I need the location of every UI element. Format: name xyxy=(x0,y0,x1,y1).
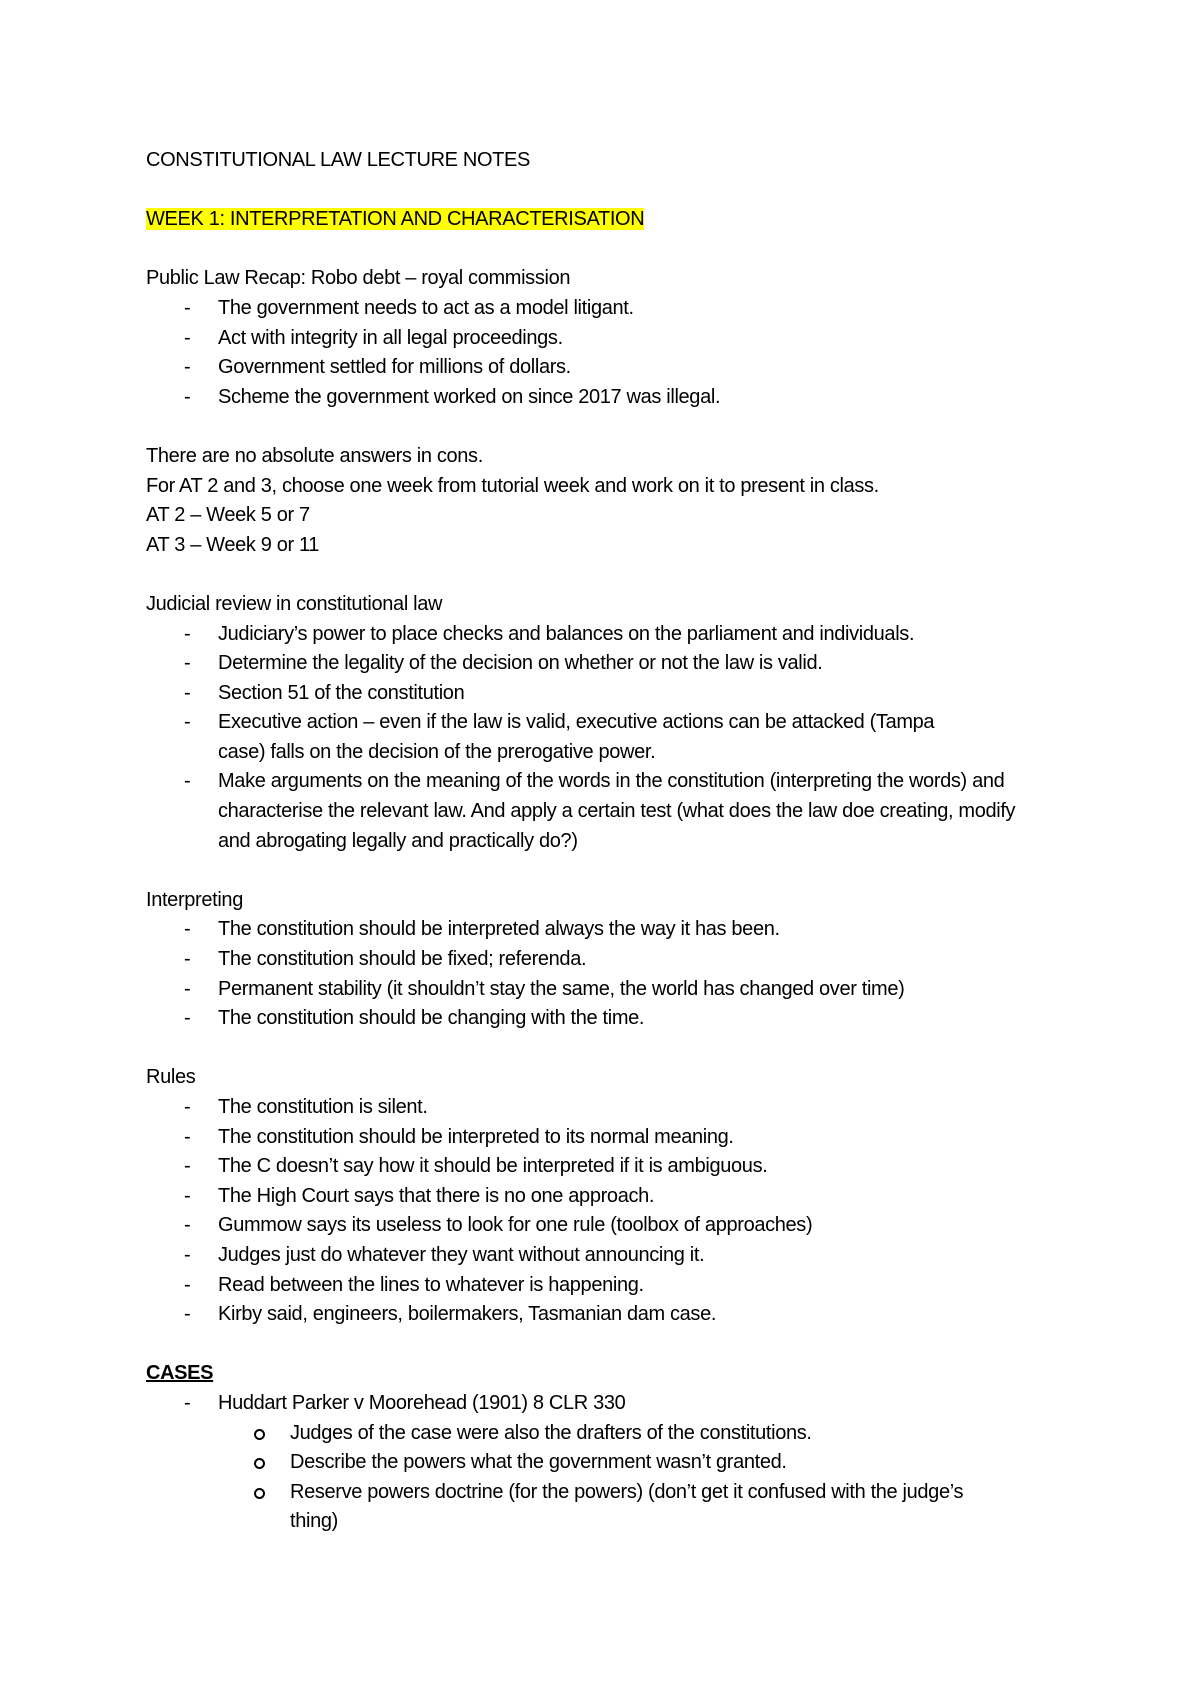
list-item-text: Scheme the government worked on since 2017 was illegal. xyxy=(218,385,721,408)
circle-bullet-icon xyxy=(254,1429,265,1440)
dash-bullet: - xyxy=(184,1125,191,1148)
list-item-text: The constitution should be changing with the time. xyxy=(218,1007,645,1030)
spacer xyxy=(146,1330,1106,1360)
dash-bullet: - xyxy=(184,1273,191,1296)
dash-bullet: - xyxy=(184,770,191,793)
list-item xyxy=(146,649,1106,679)
dash-bullet: - xyxy=(184,385,191,408)
dash-bullet: - xyxy=(184,1007,191,1030)
dash-bullet: - xyxy=(184,948,191,971)
dash-bullet: - xyxy=(184,1243,191,1266)
list-item xyxy=(146,1241,1106,1271)
week-heading-text: WEEK 1: INTERPRETATION AND CHARACTERISATION xyxy=(146,208,645,231)
recap-list xyxy=(146,294,1106,412)
list-item-text: Judges just do whatever they want without announcing it. xyxy=(218,1243,705,1266)
list-item xyxy=(146,1271,1106,1301)
list-item-text: The constitution should be interpreted always the way it has been. xyxy=(218,918,780,941)
list-item-text: The government needs to act as a model litigant. xyxy=(218,296,634,319)
list-item-text: Gummow says its useless to look for one rule (toolbox of approaches) xyxy=(218,1214,813,1237)
list-item xyxy=(146,1093,1106,1123)
dash-bullet: - xyxy=(184,918,191,941)
list-item-text: The constitution is silent. xyxy=(218,1096,428,1118)
rules-heading: Rules xyxy=(146,1066,196,1089)
spacer xyxy=(146,412,1106,442)
list-item xyxy=(146,1152,1106,1182)
list-item xyxy=(146,294,1106,324)
interpreting-list xyxy=(146,915,1106,1033)
list-item xyxy=(146,1211,1106,1241)
cases-heading: CASES xyxy=(146,1362,214,1385)
judicial-list xyxy=(146,620,1106,857)
dash-bullet: - xyxy=(184,1214,191,1237)
circle-bullet-icon xyxy=(254,1458,265,1469)
dash-bullet: - xyxy=(184,326,191,349)
list-item xyxy=(146,353,1106,383)
list-item xyxy=(146,1004,1106,1034)
case-points xyxy=(218,1419,1106,1537)
list-item-text: The constitution should be interpreted to its normal meaning. xyxy=(218,1125,734,1148)
list-item-text: The constitution should be fixed; referenda. xyxy=(218,948,587,971)
case-name: Huddart Parker v Moorehead (1901) 8 CLR 330 xyxy=(218,1391,626,1414)
list-item-text: Make arguments on the meaning of the words in the constitution (interpreting the words) and characterise the relevant law. And apply a certain test (what does the law doe creating, modify and abrogating legally and practically do?) xyxy=(218,770,1016,852)
list-item xyxy=(146,708,978,767)
dash-bullet: - xyxy=(184,622,191,645)
list-item-text: Government settled for millions of dollars. xyxy=(218,356,571,379)
cases-list xyxy=(146,1389,1106,1537)
case-item xyxy=(146,1389,1106,1537)
list-item xyxy=(146,1300,1106,1330)
list-item-text: The C doesn’t say how it should be interpreted if it is ambiguous. xyxy=(218,1155,768,1178)
interpreting-heading: Interpreting xyxy=(146,888,243,911)
document-title: CONSTITUTIONAL LAW LECTURE NOTES xyxy=(146,149,531,171)
recap-heading: Public Law Recap: Robo debt – royal commission xyxy=(146,267,571,290)
list-item-text: Executive action – even if the law is valid, executive actions can be attacked (Tampa case) falls on the decision of the prerogative power. xyxy=(218,711,935,763)
list-item-text: Act with integrity in all legal proceedings. xyxy=(218,326,563,349)
list-item xyxy=(146,915,1106,945)
spacer xyxy=(146,560,1106,590)
list-item-text: Read between the lines to whatever is happening. xyxy=(218,1273,644,1296)
spacer xyxy=(146,1034,1106,1064)
sub-list-item xyxy=(218,1478,990,1537)
note-line: AT 2 – Week 5 or 7 xyxy=(146,504,310,527)
list-item-text: Kirby said, engineers, boilermakers, Tasmanian dam case. xyxy=(218,1303,717,1326)
dash-bullet: - xyxy=(184,977,191,1000)
list-item xyxy=(146,767,1018,856)
list-item-text: Judiciary’s power to place checks and balances on the parliament and individuals. xyxy=(218,622,915,645)
dash-bullet: - xyxy=(184,356,191,379)
spacer xyxy=(146,856,1106,886)
dash-bullet: - xyxy=(184,652,191,675)
note-line: For AT 2 and 3, choose one week from tutorial week and work on it to present in class. xyxy=(146,474,879,497)
note-line: There are no absolute answers in cons. xyxy=(146,444,483,467)
sub-list-item xyxy=(218,1448,1106,1478)
list-item-text: The High Court says that there is no one approach. xyxy=(218,1184,655,1207)
dash-bullet: - xyxy=(184,681,191,704)
sub-list-item xyxy=(218,1419,1106,1449)
document-page xyxy=(146,146,1106,1537)
sub-list-item-text: Describe the powers what the government wasn’t granted. xyxy=(290,1451,787,1474)
circle-bullet-icon xyxy=(254,1488,265,1499)
note-line: AT 3 – Week 9 or 11 xyxy=(146,533,320,556)
list-item-text: Determine the legality of the decision on whether or not the law is valid. xyxy=(218,652,823,675)
sub-list-item-text: Reserve powers doctrine (for the powers) (don’t get it confused with the judge’s thing) xyxy=(290,1480,964,1533)
list-item xyxy=(146,324,1106,354)
list-item xyxy=(146,383,1106,413)
rules-list xyxy=(146,1093,1106,1330)
list-item xyxy=(146,1123,1106,1153)
list-item-text: Permanent stability (it shouldn’t stay the same, the world has changed over time) xyxy=(218,977,905,1000)
dash-bullet: - xyxy=(184,296,191,319)
dash-bullet: - xyxy=(184,1155,191,1178)
dash-bullet: - xyxy=(184,1391,191,1414)
list-item-text: Section 51 of the constitution xyxy=(218,681,465,704)
sub-list-item-text: Judges of the case were also the drafters of the constitutions. xyxy=(290,1421,812,1444)
week-heading xyxy=(146,205,1106,235)
judicial-heading: Judicial review in constitutional law xyxy=(146,592,443,615)
list-item xyxy=(146,620,1106,650)
dash-bullet: - xyxy=(184,1303,191,1326)
dash-bullet: - xyxy=(184,1184,191,1207)
dash-bullet: - xyxy=(184,711,191,734)
dash-bullet: - xyxy=(184,1096,191,1118)
list-item xyxy=(146,1182,1106,1212)
list-item xyxy=(146,945,1106,975)
list-item xyxy=(146,679,1106,709)
list-item xyxy=(146,975,1106,1005)
